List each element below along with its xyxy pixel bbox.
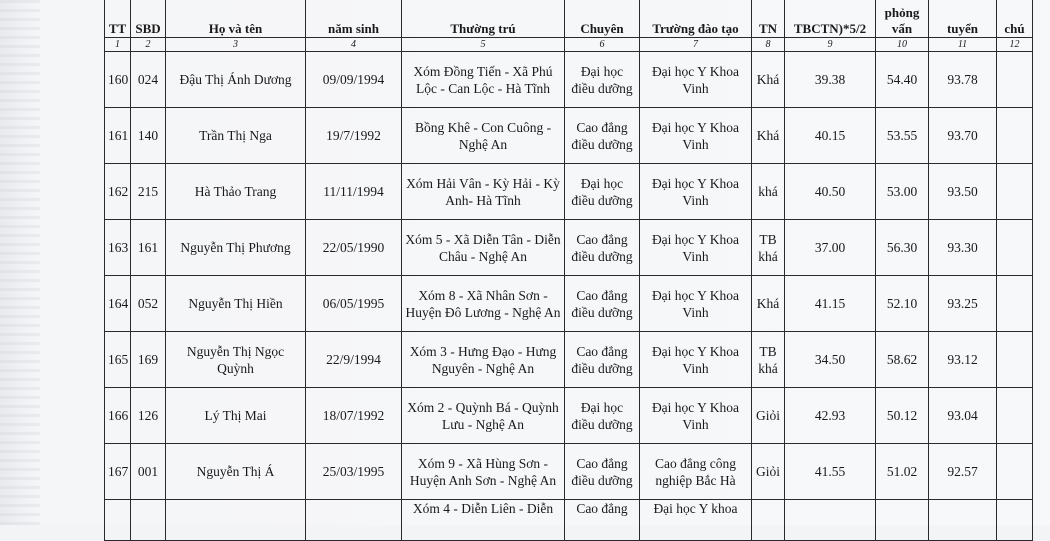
cell-total: 93.25	[929, 276, 997, 332]
cell-note	[997, 220, 1033, 276]
cell-note	[997, 108, 1033, 164]
cell-dob: 19/7/1992	[306, 108, 402, 164]
cell-name: Lý Thị Mai	[166, 388, 306, 444]
cell-score-tn: 40.15	[785, 108, 876, 164]
cell-rank: Giỏi	[752, 388, 785, 444]
header-score-pv: phỏng vấn	[876, 0, 929, 38]
header-name: Họ và tên	[166, 0, 306, 38]
column-number: 10	[876, 38, 929, 52]
cell-note	[997, 332, 1033, 388]
cell-dob: 18/07/1992	[306, 388, 402, 444]
cell-sbd	[131, 500, 166, 541]
cell-dob	[306, 500, 402, 541]
cell-school: Đại học Y Khoa Vinh	[640, 276, 752, 332]
header-note: chú	[997, 0, 1033, 38]
cell-total: 93.04	[929, 388, 997, 444]
cell-score-pv: 56.30	[876, 220, 929, 276]
column-number: 4	[306, 38, 402, 52]
column-number: 3	[166, 38, 306, 52]
cell-sbd: 001	[131, 444, 166, 500]
cell-score-pv: 53.55	[876, 108, 929, 164]
cell-address: Xóm 9 - Xã Hùng Sơn - Huyện Anh Sơn - Nghệ An	[402, 444, 565, 500]
cell-score-pv: 50.12	[876, 388, 929, 444]
cell-level: Cao đẳng	[565, 500, 640, 541]
cell-name: Nguyễn Thị Phương	[166, 220, 306, 276]
cell-school: Cao đẳng công nghiệp Bắc Hà	[640, 444, 752, 500]
table-row	[105, 444, 1033, 500]
table-row	[105, 52, 1033, 108]
cell-name: Nguyễn Thị Ngọc Quỳnh	[166, 332, 306, 388]
cell-level: Cao đẳng điều dưỡng	[565, 332, 640, 388]
cell-score-tn	[785, 500, 876, 541]
cell-score-pv: 53.00	[876, 164, 929, 220]
header-score-tn: TBCTN)*5/2	[785, 0, 876, 38]
column-number: 12	[997, 38, 1033, 52]
cell-note	[997, 500, 1033, 541]
cell-level: Cao đẳng điều dưỡng	[565, 276, 640, 332]
cell-sbd: 126	[131, 388, 166, 444]
cell-dob: 09/09/1994	[306, 52, 402, 108]
cell-rank: khá	[752, 164, 785, 220]
cell-total: 92.57	[929, 444, 997, 500]
cell-name: Hà Thảo Trang	[166, 164, 306, 220]
header-row	[105, 0, 1033, 38]
cell-school: Đại học Y khoa	[640, 500, 752, 541]
cell-address: Xóm 5 - Xã Diễn Tân - Diễn Châu - Nghệ An	[402, 220, 565, 276]
cell-score-pv: 54.40	[876, 52, 929, 108]
cell-school: Đại học Y Khoa Vinh	[640, 220, 752, 276]
cell-sbd: 161	[131, 220, 166, 276]
cell-sbd: 169	[131, 332, 166, 388]
table-row	[105, 220, 1033, 276]
cell-score-tn: 40.50	[785, 164, 876, 220]
cell-address: Xóm 8 - Xã Nhân Sơn - Huyện Đô Lương - Nghệ An	[402, 276, 565, 332]
header-sbd: SBD	[131, 0, 166, 38]
cell-stt: 163	[105, 220, 131, 276]
cell-score-pv: 51.02	[876, 444, 929, 500]
cell-dob: 22/05/1990	[306, 220, 402, 276]
cell-score-tn: 39.38	[785, 52, 876, 108]
column-number: 6	[565, 38, 640, 52]
cell-stt: 166	[105, 388, 131, 444]
cell-stt: 164	[105, 276, 131, 332]
cell-total: 93.30	[929, 220, 997, 276]
cell-total: 93.12	[929, 332, 997, 388]
cell-name: Đậu Thị Ánh Dương	[166, 52, 306, 108]
cell-score-pv: 52.10	[876, 276, 929, 332]
cell-level: Đại học điều dưỡng	[565, 52, 640, 108]
cell-sbd: 140	[131, 108, 166, 164]
cell-school: Đại học Y Khoa Vinh	[640, 332, 752, 388]
cell-school: Đại học Y Khoa Vinh	[640, 164, 752, 220]
cell-dob: 11/11/1994	[306, 164, 402, 220]
cell-dob: 25/03/1995	[306, 444, 402, 500]
table-row	[105, 276, 1033, 332]
cell-name: Nguyễn Thị Hiền	[166, 276, 306, 332]
cell-sbd: 215	[131, 164, 166, 220]
cell-rank: Khá	[752, 276, 785, 332]
cell-rank: TB khá	[752, 332, 785, 388]
cell-stt: 162	[105, 164, 131, 220]
scan-edge-shadow	[0, 0, 40, 525]
candidate-results-table	[104, 0, 1033, 541]
cell-note	[997, 388, 1033, 444]
cell-sbd: 052	[131, 276, 166, 332]
column-number: 7	[640, 38, 752, 52]
column-number: 1	[105, 38, 131, 52]
column-number-row	[105, 38, 1033, 52]
cell-rank: Giỏi	[752, 444, 785, 500]
header-level: Chuyên	[565, 0, 640, 38]
table-row	[105, 108, 1033, 164]
column-number: 11	[929, 38, 997, 52]
cell-note	[997, 444, 1033, 500]
cell-stt: 167	[105, 444, 131, 500]
cell-name: Nguyễn Thị Á	[166, 444, 306, 500]
cell-rank: Khá	[752, 52, 785, 108]
cell-school: Đại học Y Khoa Vinh	[640, 108, 752, 164]
header-address: Thường trú	[402, 0, 565, 38]
cell-rank: TB khá	[752, 220, 785, 276]
cell-total: 93.78	[929, 52, 997, 108]
cell-sbd: 024	[131, 52, 166, 108]
cell-address: Xóm Đồng Tiến - Xã Phú Lộc - Can Lộc - Hà Tĩnh	[402, 52, 565, 108]
cell-address: Xóm 2 - Quỳnh Bá - Quỳnh Lưu - Nghệ An	[402, 388, 565, 444]
cell-name: Trần Thị Nga	[166, 108, 306, 164]
cell-rank: Khá	[752, 108, 785, 164]
column-number: 5	[402, 38, 565, 52]
cell-address: Bồng Khê - Con Cuông - Nghệ An	[402, 108, 565, 164]
cell-note	[997, 52, 1033, 108]
cell-name	[166, 500, 306, 541]
cell-score-tn: 42.93	[785, 388, 876, 444]
table-row	[105, 500, 1033, 541]
cell-score-pv: 58.62	[876, 332, 929, 388]
cell-stt: 165	[105, 332, 131, 388]
cell-address: Xóm 4 - Diễn Liên - Diễn	[402, 500, 565, 541]
cell-address: Xóm 3 - Hưng Đạo - Hưng Nguyên - Nghệ An	[402, 332, 565, 388]
cell-score-tn: 37.00	[785, 220, 876, 276]
cell-stt: 160	[105, 52, 131, 108]
cell-stt	[105, 500, 131, 541]
header-stt: TT	[105, 0, 131, 38]
cell-rank	[752, 500, 785, 541]
header-school: Trường đào tạo	[640, 0, 752, 38]
cell-dob: 22/9/1994	[306, 332, 402, 388]
cell-score-tn: 34.50	[785, 332, 876, 388]
header-rank: TN	[752, 0, 785, 38]
cell-note	[997, 276, 1033, 332]
header-dob: năm sinh	[306, 0, 402, 38]
cell-note	[997, 164, 1033, 220]
column-number: 2	[131, 38, 166, 52]
cell-total	[929, 500, 997, 541]
cell-stt: 161	[105, 108, 131, 164]
table-row	[105, 388, 1033, 444]
cell-score-tn: 41.15	[785, 276, 876, 332]
cell-level: Đại học điều dưỡng	[565, 388, 640, 444]
cell-total: 93.50	[929, 164, 997, 220]
cell-level: Cao đẳng điều dưỡng	[565, 444, 640, 500]
cell-school: Đại học Y Khoa Vinh	[640, 388, 752, 444]
header-total: tuyển	[929, 0, 997, 38]
table-row	[105, 332, 1033, 388]
cell-address: Xóm Hải Vân - Kỳ Hải - Kỳ Anh- Hà Tĩnh	[402, 164, 565, 220]
cell-level: Đại học điều dưỡng	[565, 164, 640, 220]
column-number: 8	[752, 38, 785, 52]
cell-level: Cao đẳng điều dưỡng	[565, 108, 640, 164]
column-number: 9	[785, 38, 876, 52]
cell-school: Đại học Y Khoa Vinh	[640, 52, 752, 108]
cell-total: 93.70	[929, 108, 997, 164]
cell-level: Cao đẳng điều dưỡng	[565, 220, 640, 276]
cell-score-tn: 41.55	[785, 444, 876, 500]
cell-dob: 06/05/1995	[306, 276, 402, 332]
table-row	[105, 164, 1033, 220]
cell-score-pv	[876, 500, 929, 541]
